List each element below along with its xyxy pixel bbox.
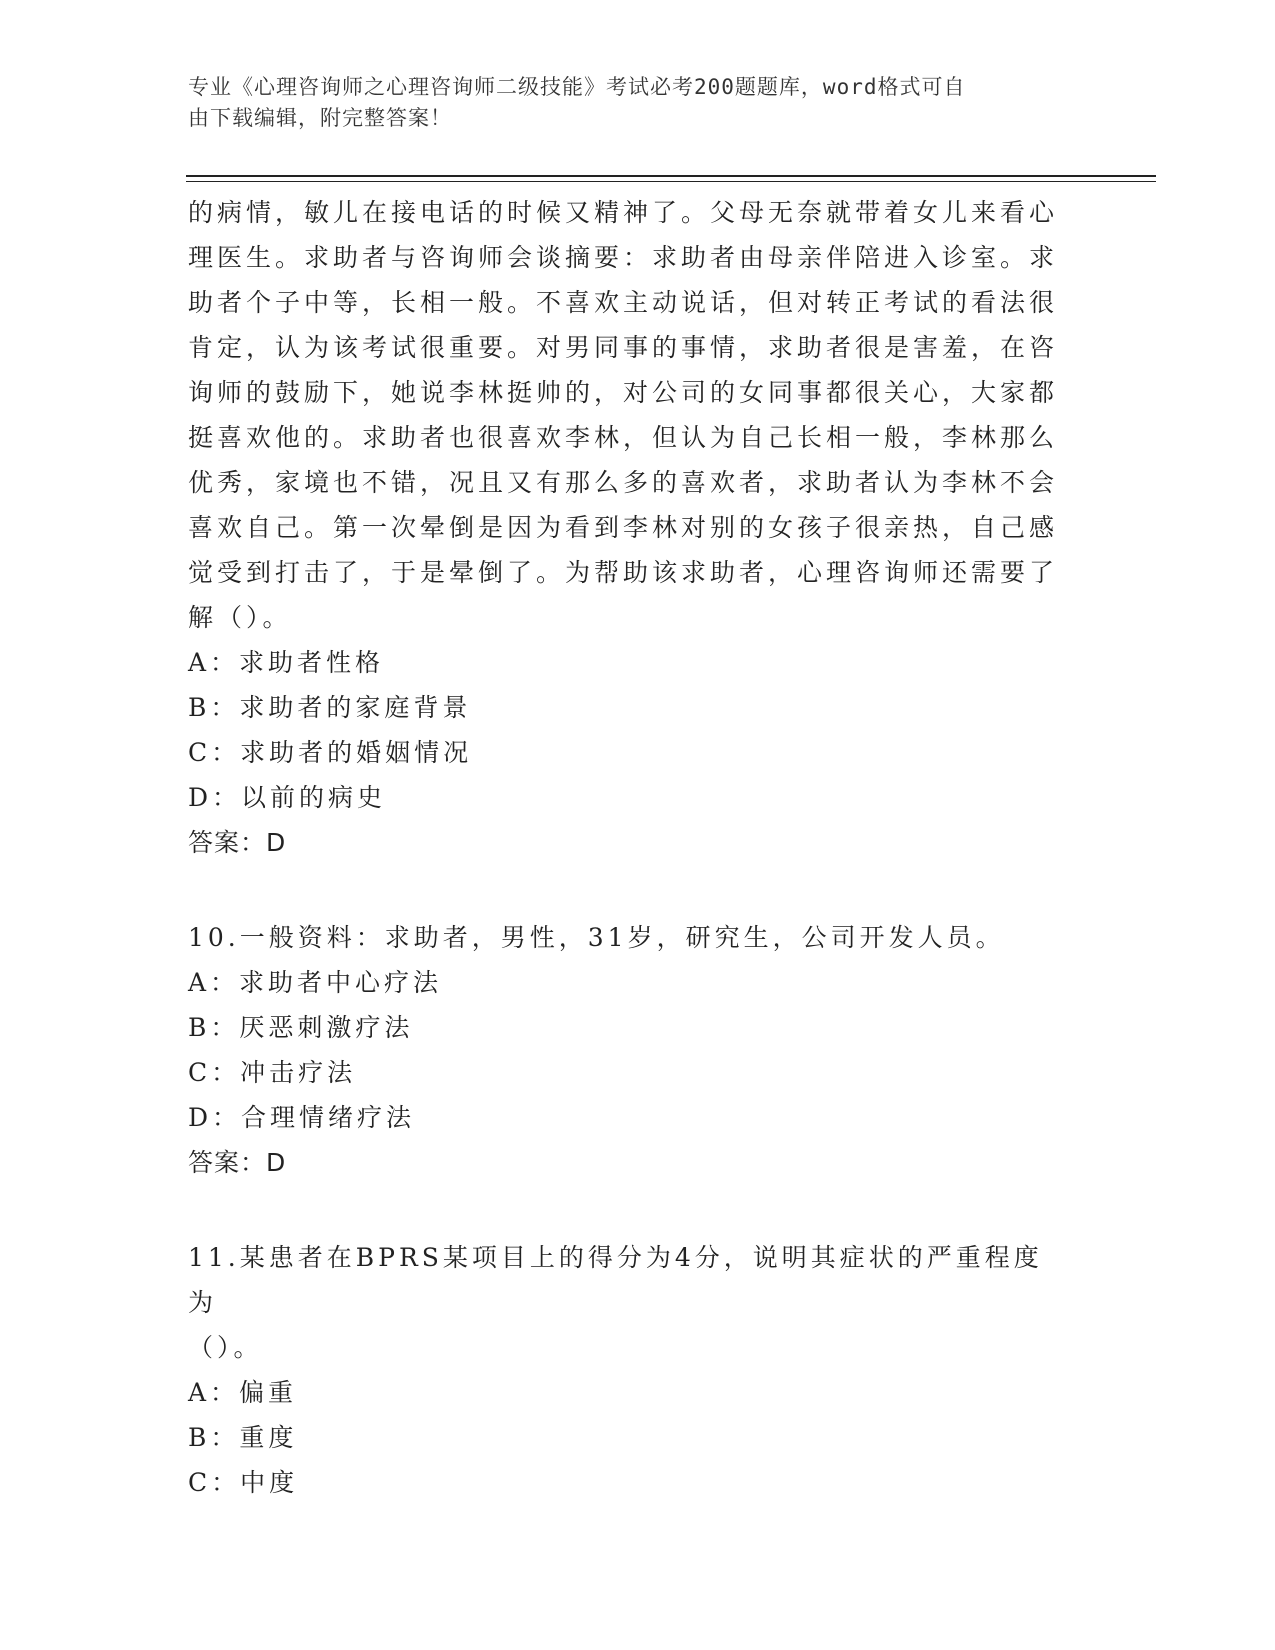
option-d: D：以前的病史 (188, 783, 387, 812)
option-a: A：偏重 (188, 1378, 298, 1407)
option-c: C：求助者的婚姻情况 (188, 738, 473, 767)
header-divider-thin (186, 181, 1156, 182)
header-divider-thick (186, 175, 1156, 177)
option-b: B：重度 (188, 1423, 298, 1452)
option-b: B：求助者的家庭背景 (188, 693, 472, 722)
question-10 (188, 915, 1068, 1185)
option-b: B：厌恶刺激疗法 (188, 1013, 414, 1042)
passage-line: 肯定，认为该考试很重要。对男同事的事情，求助者很是害羞，在咨 (188, 333, 1059, 362)
passage-line: 询师的鼓励下，她说李林挺帅的，对公司的女同事都很关心，大家都 (188, 378, 1059, 407)
option-a: A：求助者中心疗法 (188, 968, 443, 997)
option-c: C：中度 (188, 1468, 299, 1497)
option-d: D：合理情绪疗法 (188, 1103, 416, 1132)
passage-line: 优秀，家境也不错，况且又有那么多的喜欢者，求助者认为李林不会 (188, 468, 1059, 497)
passage-line: 助者个子中等，长相一般。不喜欢主动说话，但对转正考试的看法很 (188, 288, 1059, 317)
question-9 (188, 190, 1068, 865)
passage-line: 解（）。 (188, 603, 292, 632)
header-line-1: 专业《心理咨询师之心理咨询师二级技能》考试必考200题题库，word格式可自 (188, 75, 966, 99)
option-c: C：冲击疗法 (188, 1058, 357, 1087)
passage-line: 挺喜欢他的。求助者也很喜欢李林，但认为自己长相一般，李林那么 (188, 423, 1059, 452)
question-11 (188, 1235, 1068, 1505)
option-a: A：求助者性格 (188, 648, 385, 677)
passage-line: 觉受到打击了，于是晕倒了。为帮助该求助者，心理咨询师还需要了 (188, 558, 1059, 587)
passage-line: 的病情，敏儿在接电话的时候又精神了。父母无奈就带着女儿来看心 (188, 198, 1059, 227)
answer-label: 答案：D (188, 828, 287, 857)
document-body (188, 190, 1068, 1505)
question-11-text-line-2: （）。 (188, 1333, 263, 1362)
header-line-2: 由下载编辑，附完整答案！ (188, 106, 452, 130)
document-header (188, 72, 1068, 134)
question-9-passage (188, 190, 1068, 640)
answer-label: 答案：D (188, 1148, 287, 1177)
passage-line: 喜欢自己。第一次晕倒是因为看到李林对别的女孩子很亲热，自己感 (188, 513, 1059, 542)
question-11-text-line-1: 11.某患者在BPRS某项目上的得分为4分，说明其症状的严重程度为 (188, 1243, 1043, 1317)
question-10-text: 10.一般资料：求助者，男性，31岁，研究生，公司开发人员。 (188, 923, 1005, 952)
passage-line: 理医生。求助者与咨询师会谈摘要：求助者由母亲伴陪进入诊室。求 (188, 243, 1059, 272)
